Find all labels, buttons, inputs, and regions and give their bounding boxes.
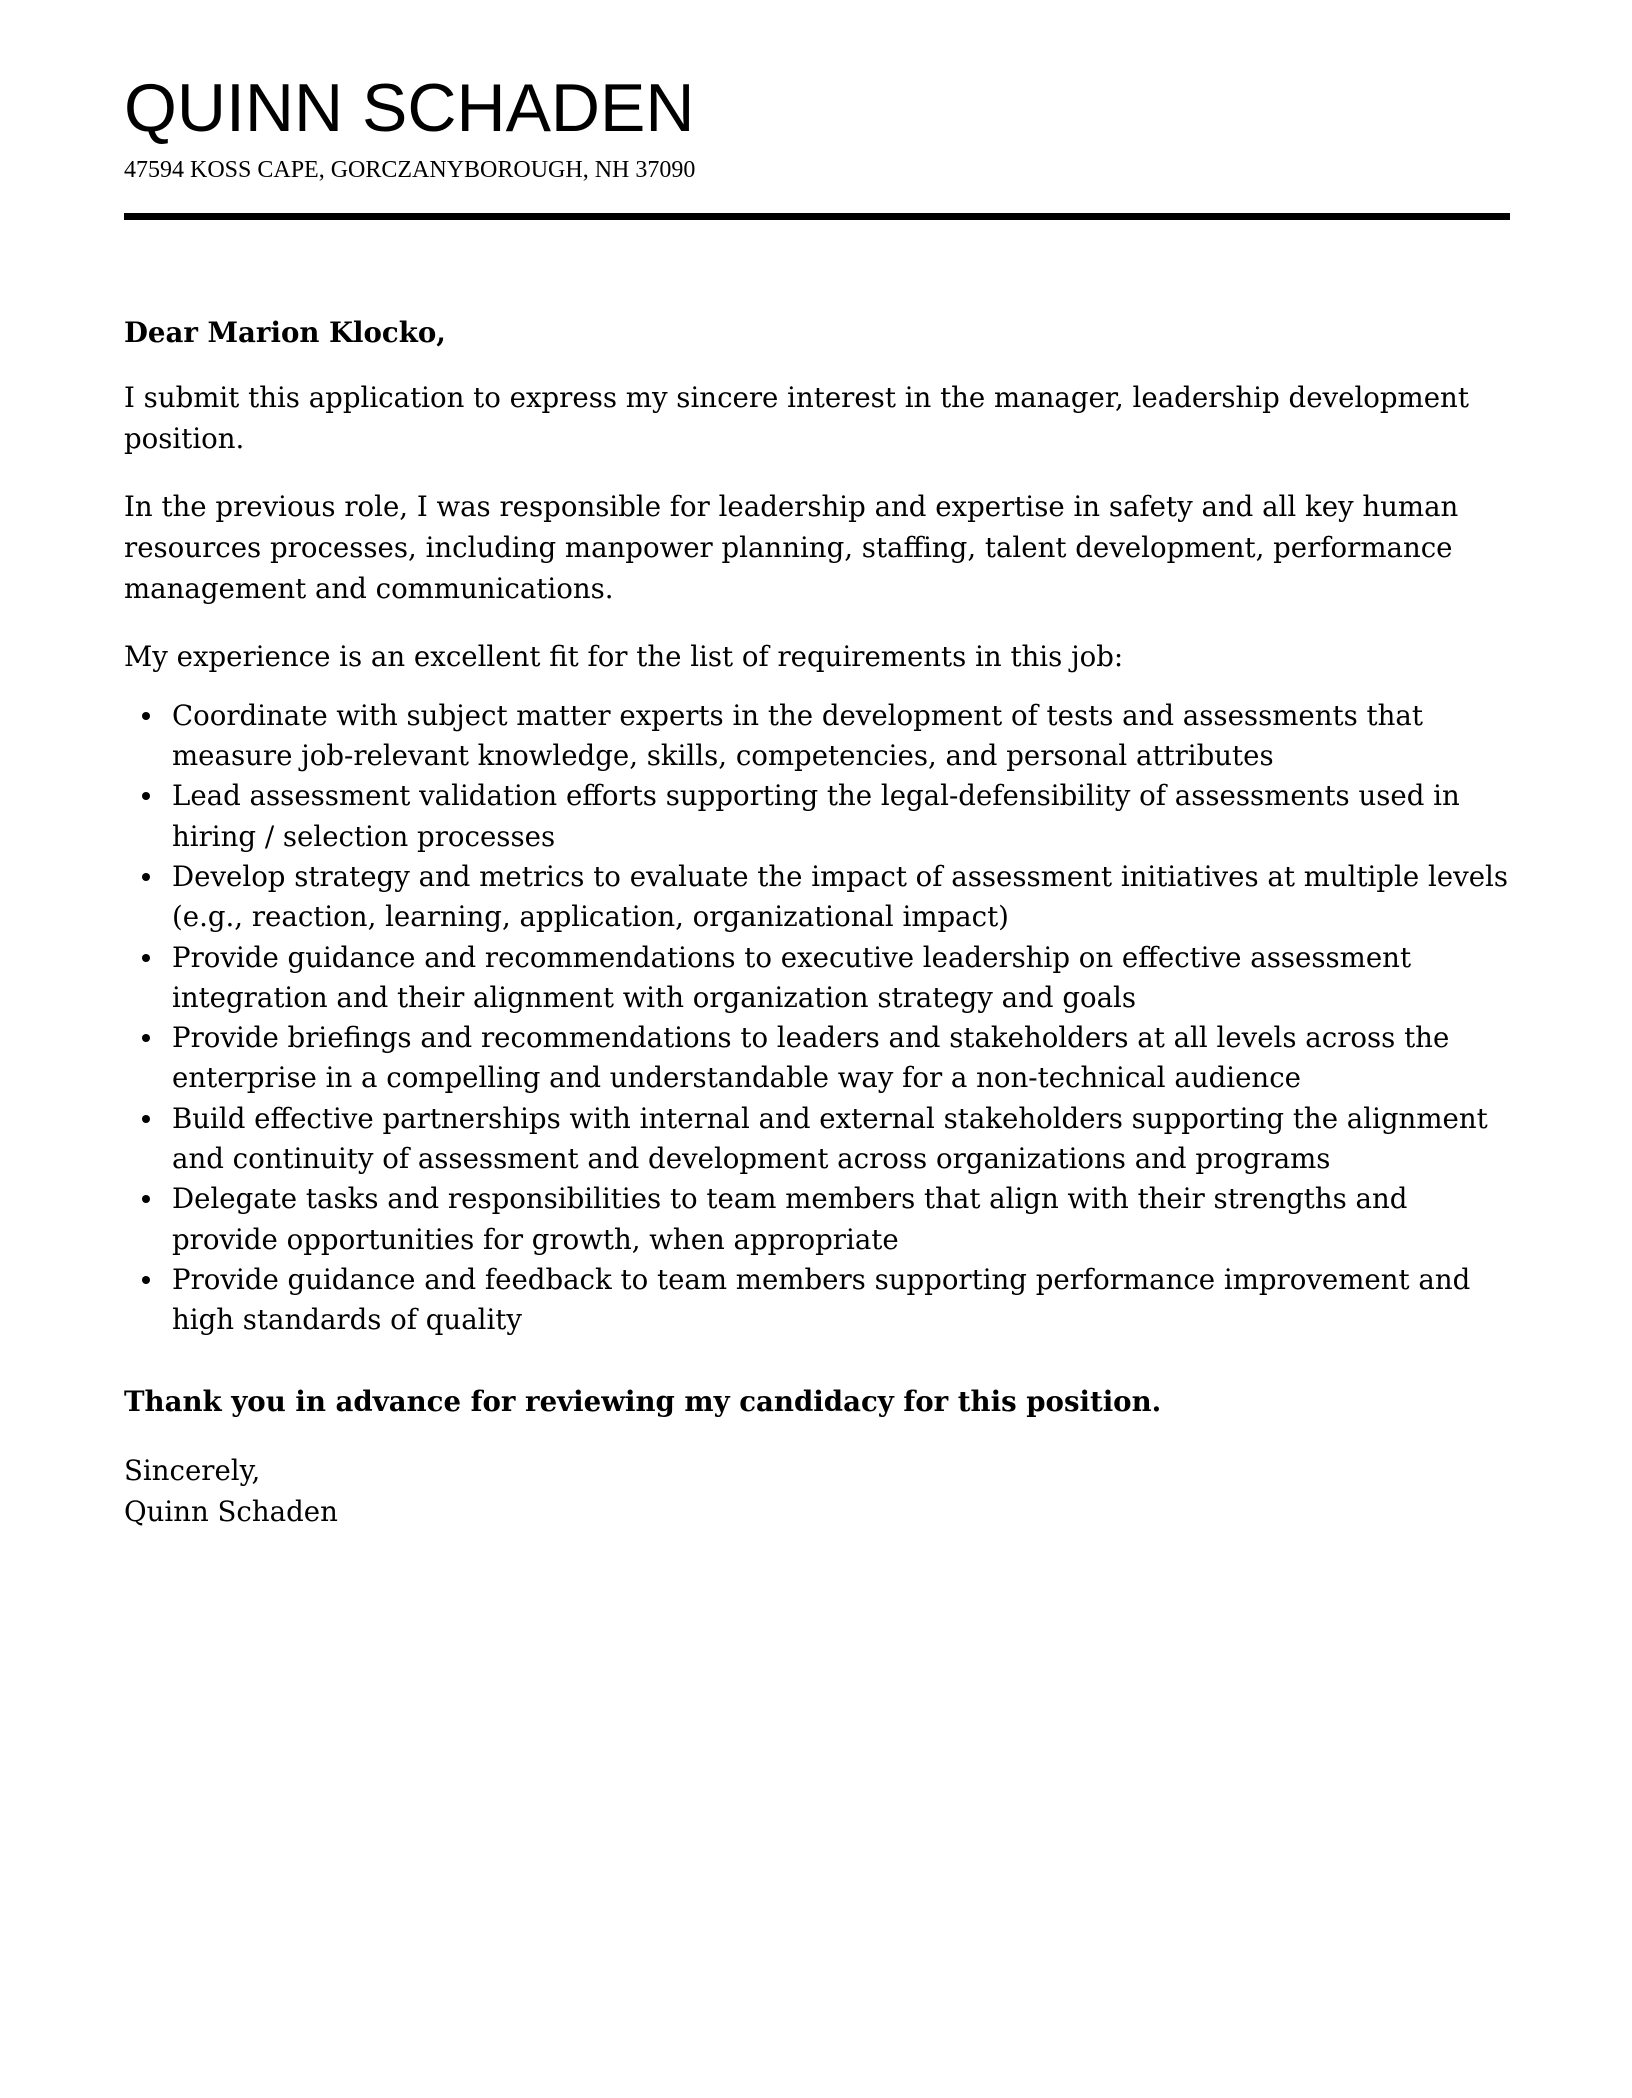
list-item-text: Lead assessment validation efforts supporting the legal-defensibility of assessments used in hiring / selection processes xyxy=(172,779,1460,853)
list-item xyxy=(172,1018,1510,1099)
list-item-text: Delegate tasks and responsibilities to team members that align with their strengths and provide opportunities for growth, when appropriate xyxy=(172,1182,1408,1256)
closing-line: Thank you in advance for reviewing my candidacy for this position. xyxy=(124,1384,1162,1418)
signature-name: Quinn Schaden xyxy=(124,1494,338,1528)
list-item-text: Provide guidance and feedback to team members supporting performance improvement and high standards of quality xyxy=(172,1262,1471,1337)
list-item xyxy=(172,1179,1510,1260)
list-item xyxy=(172,857,1510,938)
bullet-icon xyxy=(142,873,150,881)
bullet-icon xyxy=(142,954,150,962)
list-item-text: Provide briefings and recommendations to leaders and stakeholders at all levels across the enterprise in a compelling and understandable way for a non-technical audience xyxy=(172,1021,1450,1095)
list-item xyxy=(172,938,1510,1019)
salutation: Dear Marion Klocko, xyxy=(124,315,446,349)
list-item-text: Coordinate with subject matter experts in the development of tests and assessments that measure job-relevant knowledge, skills, competencies, and personal attributes xyxy=(172,698,1423,773)
header-divider xyxy=(124,213,1510,220)
list-item xyxy=(172,776,1510,857)
bullet-icon xyxy=(142,1034,150,1042)
list-item-text: Develop strategy and metrics to evaluate the impact of assessment initiatives at multiple levels (e.g., reaction, learning, application, organizational impact) xyxy=(172,859,1509,934)
list-item-text: Build effective partnerships with internal and external stakeholders supporting the alignment and continuity of assessment and development across organizations and programs xyxy=(172,1101,1488,1176)
bullet-icon xyxy=(142,1115,150,1123)
experience-paragraph: In the previous role, I was responsible for leadership and expertise in safety and all key human resources processes, including manpower planning, staffing, talent development, performance management and communications. xyxy=(124,489,1459,605)
list-item xyxy=(172,1260,1510,1341)
applicant-address: 47594 KOSS CAPE, GORCZANYBOROUGH, NH 37090 xyxy=(124,157,696,183)
bullet-icon xyxy=(142,712,150,720)
valediction: Sincerely, xyxy=(124,1453,261,1487)
list-item xyxy=(172,696,1510,777)
requirements-intro: My experience is an excellent fit for the list of requirements in this job: xyxy=(124,639,1124,673)
list-item-text: Provide guidance and recommendations to executive leadership on effective assessment integration and their alignment with organization strategy and goals xyxy=(172,940,1412,1014)
bullet-icon xyxy=(142,1195,150,1203)
bullet-icon xyxy=(142,792,150,800)
applicant-name: QUINN SCHADEN xyxy=(124,70,695,146)
cover-letter-page xyxy=(124,0,1510,1532)
list-item xyxy=(172,1099,1510,1180)
bullet-icon xyxy=(142,1276,150,1284)
intro-paragraph: I submit this application to express my sincere interest in the manager, leadership development position. xyxy=(124,380,1469,455)
requirements-list xyxy=(124,696,1510,1341)
